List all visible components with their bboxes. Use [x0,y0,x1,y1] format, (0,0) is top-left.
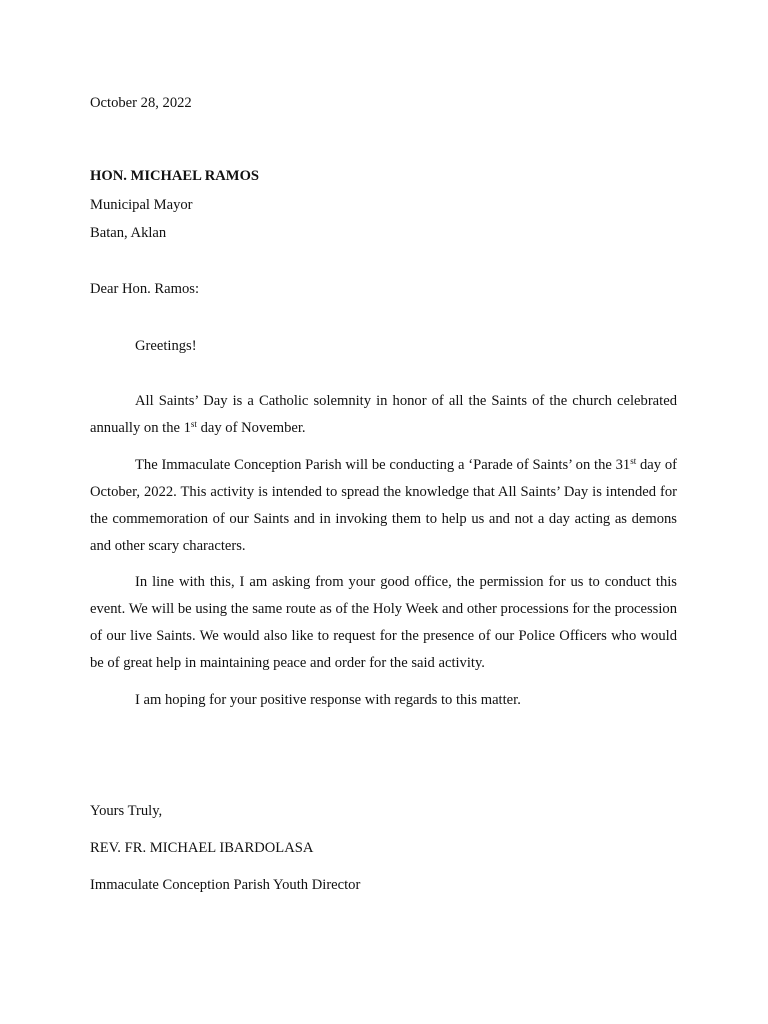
sender-title: Immaculate Conception Parish Youth Director [90,877,361,893]
recipient-name: HON. MICHAEL RAMOS [90,168,260,184]
letter-date: October 28, 2022 [90,95,192,111]
closing: Yours Truly, [90,803,163,819]
paragraph-parade-text-a: The Immaculate Conception Parish will be conducting a ‘Parade of Saints’ on the 31 [135,457,631,473]
sender-name: REV. FR. MICHAEL IBARDOLASA [90,840,314,856]
paragraph-parade [90,452,677,560]
paragraph-all-saints-text-b: day of November. [196,420,306,436]
ordinal-suffix: st [630,456,637,466]
paragraph-all-saints-text-a: All Saints’ Day is a Catholic solemnity in honor of all the Saints of the church celebrated annually on the 1 [90,393,677,436]
recipient-title: Municipal Mayor [90,197,193,213]
paragraph-hope: I am hoping for your positive response with regards to this matter. [135,692,521,708]
salutation: Dear Hon. Ramos: [90,281,200,297]
paragraph-parade-text-b: day of October, 2022. This activity is intended to spread the knowledge that All Saints’ Day is intended for the commemoration of our Saints and in invoking them to help us and not a day acting as demons and other scary characters. [90,457,677,554]
paragraph-all-saints [90,388,677,442]
recipient-location: Batan, Aklan [90,225,167,241]
paragraph-request: In line with this, I am asking from your good office, the permission for us to conduct this event. We will be using the same route as of the Holy Week and other processions for the procession of our live Saints. We would also like to request for the presence of our Police Officers who would be of great help in maintaining peace and order for the said activity. [90,574,677,671]
greeting: Greetings! [135,338,197,354]
ordinal-suffix: st [190,419,197,429]
